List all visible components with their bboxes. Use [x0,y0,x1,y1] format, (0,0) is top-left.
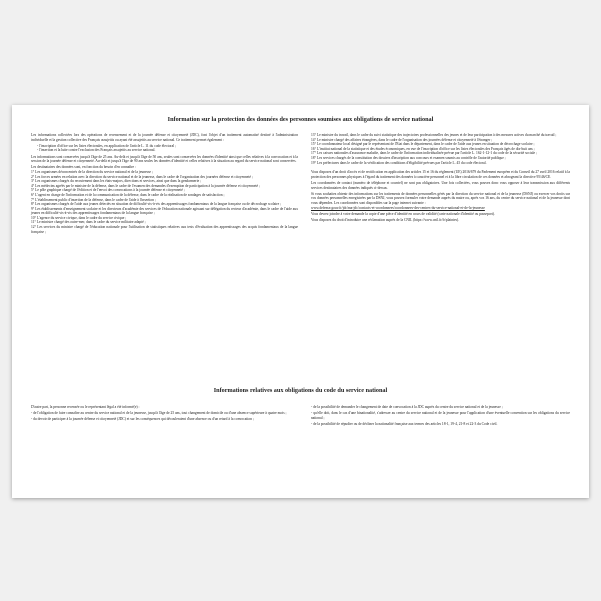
recipient-item: 6° L'agent en charge de l'information et de la communication de la défense, dans le cadre de la réalisation de sondages de satisfaction ; [31,192,225,197]
recipient-item: 17° Les caisses nationales d'assurance maladie, dans le cadre de l'information individualisée prévue par l'article L. 162-1-12-1 du code de la sécurité sociale ; [311,151,538,156]
section2-right-column [311,405,570,428]
section1-left-column [31,133,298,234]
recipient-item: 7° L'établissement public d'insertion de la défense, dans le cadre de l'aide à l'insertion ; [31,197,156,202]
rights-paragraph: Vous disposez d'un droit d'accès et de rectification en application des articles 15 et 16 du règlement (UE) 2016/679 du Parlement européen et du Conseil du 27 avril 2016 relatif à la protection des personnes physiques à l'égard du traitement des données à caractère personnel et à la libre circulation de ces données et abrogeant la directive 95/46/CE. [311,170,571,179]
recipient-item: 10° L'agence du service civique, dans le cadre du service civique ; [31,215,127,220]
recipient-item: 2° Les forces armées en relation avec la direction du service national et de la jeunesse, dans le cadre de l'organisation des journées défense et citoyenneté ; [31,174,253,179]
obligation-item: - du devoir de participer à la journée défense et citoyenneté (JDC) et sur les conséquences qui découleraient d'une absence ou d'un retard à la convocation ; [31,417,254,422]
intro-paragraph: Les informations collectées lors des opérations de recensement et de la journée défense et citoyenneté (JDC), font l'objet d'un traitement automatisé destiné à l'administration individuelle et la gestion collective des Français assujettis ou ayant été assujettis au service national. Ce traitement permet également : [31,133,298,142]
obligation-item: - de la possibilité de demander le changement de date de convocation à la JDC auprès du centre du service national et de la jeunesse ; [311,405,503,409]
recipient-item: 5° Le pôle graphique chargé de l'édition et de l'envoi des convocations à la journée défense et citoyenneté ; [31,188,185,193]
section2-title: Informations relatives aux obligations du code du service national [213,387,388,394]
section2-left-column [31,405,298,424]
recipient-item: 4° Les médecins agréés par le ministre de la défense, dans le cadre de l'examen des demandes d'exemption de participation à la journée défense et citoyenneté ; [31,183,260,188]
recipient-item: 8° Les organismes chargés de l'aide aux jeunes détectés en situation de difficulté vis-à-vis des apprentissages fondamentaux de la langue française ou de décrochage scolaire ; [31,202,282,207]
recipients-intro: Les destinataires des données sont, en fonction du besoin d'en connaître : [31,165,137,170]
recipient-item: 16° L'institut national de la statistique et des études économiques, en vue de l'inscription d'office sur les listes électorales des Français âgés de dix-huit ans ; [311,146,535,151]
obligations-intro: D'autre part, la personne recensée ou le représentant légal a été informé(e) : [31,405,140,409]
obligation-item: - de la possibilité de répudier ou de décliner la nationalité française aux termes des articles 18-1, 19-4, 21-8 et 22-3 du Code civil. [311,421,498,426]
recipient-item: 11° Le ministre chargé des outre-mer, dans le cadre du service militaire adapté ; [31,220,146,225]
recipient-item: 19° Les préfectures dans le cadre de la vérification des conditions d'éligibilité prévues par l'article L. 45 du code électoral. [311,160,487,165]
bullet-item: - l'insertion et la lutte contre l'exclusion des Français assujettis au service national. [37,148,156,153]
cnil-paragraph: Vous disposez du droit d'introduire une réclamation auprès de la CNIL (https://www.cnil.fr/fr/plaintes). [311,217,460,222]
contacts-link[interactable]: www.defense.gouv.fr/jdc/ma-jdc/contacts-et-coordonnees/coordonnees-des-centres-du-service-national-et-de-la-jeunesse [311,205,485,210]
recipient-item: 1° Les organismes déconcentrés de la direction du service national et de la jeunesse ; [31,169,153,174]
recipient-item: 9° Les établissements d'enseignement scolaire et les directeurs d'académie des services de l'éducation nationale agissant sur délégation du recteur d'académie, dans le cadre de l'aide aux jeunes en difficulté vis-à-vis des apprentissages fondamentaux de la langue française ; [31,206,298,216]
recipient-item: 12° Les services du ministre chargé de l'éducation nationale pour l'utilisation de statistiques relatives aux tests d'évaluation des apprentissages des acquis fondamentaux de la langue française ; [31,225,298,234]
obligation-item: - qu'elle doit, dans le cas d'une binationalité, s'adresser au centre du service national et de la jeunesse pour l'application d'une éventuelle convention sur les obligations du service national ; [311,411,570,420]
obligation-item: - de l'obligation de faire connaître au centre du service national et de la jeunesse, jusqu'à l'âge de 25 ans, tout changement de domicile ou d'une absence supérieure à quatre mois ; [31,411,287,416]
recipient-item: 15° Le coordonnateur local désigné par le représentant de l'Etat dans le département, dans le cadre de l'aide aux jeunes en situation de décrochage scolaire ; [311,142,535,147]
recipient-item: 3° Les organismes chargés du recrutement dans les états-majors, directions et services, ainsi que dans la gendarmerie ; [31,179,202,184]
retention-paragraph: Les informations sont conservées jusqu'à l'âge de 25 ans. Au-delà et jusqu'à l'âge de 50 ans, seules sont conservées les données d'identité ainsi que celles relatives à la convocation et à la session de la journée défense et citoyenneté. Au-delà et jusqu'à l'âge de 90 ans seules les données d'identité et celles relatives à la situation au regard du service national sont conservées. [31,154,298,164]
recipient-item: 14° Le ministre chargé des affaires étrangères, dans le cadre de l'organisation des journées défense et citoyenneté à l'étranger ; [311,137,493,142]
contact-paragraph: Les coordonnées de contact (numéro de téléphone et courriel) ne sont pas obligatoires. Une fois collectées, vous pouvez donc vous opposer à leur transmission aux différents services destinataires des données indiqués ci-dessus. [311,180,570,190]
recipient-item: 18° Les services chargés de la constitution des dossiers d'inscription aux concours et examen soumis au contrôle de l'autorité publique ; [311,155,506,160]
id-copy-paragraph: Vous devrez joindre à votre demande la copie d'une pièce d'identité en cours de validité (carte nationale d'identité ou passeport). [311,211,495,216]
section1-title: Information sur la protection des données des personnes soumises aux obligations de service national [167,116,434,123]
recipient-item: 13° Le ministre du travail, dans le cadre du suivi statistique des trajectoires professionnelles des jeunes et de leur participation à des mesures actives du marché du travail ; [311,133,557,137]
dsnj-paragraph: Si vous souhaitez obtenir des informations sur les traitements de données personnelles gérés par la direction du service national et de la jeunesse (DSNJ) ou exercer vos droits sur vos données personnelles enregistrées par la DSNJ, vous pouvez formuler votre demande auprès du maire ou, après vos 16 ans, du centre du service national et de la jeunesse dont vous dépendez. Les coordonnées sont disponibles sur la page internet suivante : [311,191,570,205]
bullet-item: - l'inscription d'office sur les listes électorales, en application de l'article L. 11 du code électoral ; [37,143,177,148]
document-page [12,105,589,498]
section1-right-column [311,133,570,224]
